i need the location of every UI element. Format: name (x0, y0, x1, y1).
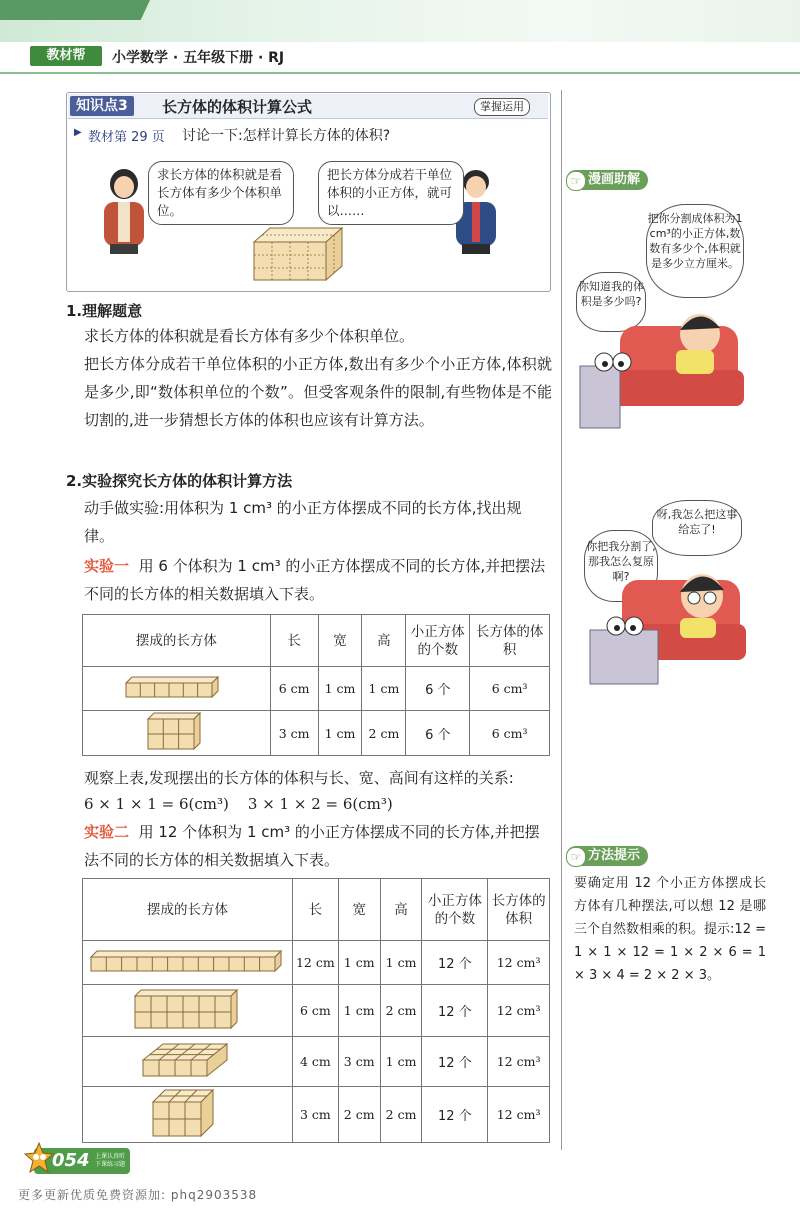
table-row (83, 711, 550, 756)
cell-height: 1 cm (380, 1037, 422, 1087)
table-row (83, 667, 550, 711)
experiment2-label: 实验二 (84, 823, 130, 841)
cell-length: 3 cm (270, 711, 318, 756)
knowledge-point-title: 长方体的体积计算公式 (162, 98, 313, 116)
cuboid-4x3x1-illustration (83, 1037, 293, 1087)
experiment2-description: 用 12 个体积为 1 cm³ 的小正方体摆成不同的长方体,并把摆法不同的长方体的相关数据填入下表。 (84, 823, 540, 869)
header-cuboid: 摆成的长方体 (83, 879, 293, 941)
cell-width: 1 cm (338, 941, 380, 985)
section2-intro: 动手做实验:用体积为 1 cm³ 的小正方体摆成不同的长方体,找出规律。 (84, 499, 522, 545)
hand-pointer-icon: ☞ (566, 847, 586, 867)
comic2-bubble-cube: 你把我分割了,那我怎么复原啊? (584, 530, 658, 602)
cell-cube-count: 12 个 (422, 1037, 488, 1087)
observation-formula: 6 × 1 × 1 = 6(cm³) 3 × 1 × 2 = 6(cm³) (84, 795, 393, 813)
header-cube-count: 小正方体的个数 (422, 879, 488, 941)
cell-volume: 12 cm³ (488, 941, 550, 985)
cell-height: 2 cm (380, 1087, 422, 1143)
header-badge: 教材帮 (30, 46, 102, 66)
section1-paragraph-1: 求长方体的体积就是看长方体有多少个体积单位。 (84, 327, 415, 345)
comic1-bubble-boy: 把你分割成体积为1 cm³的小正方体,数数有多少个,体积就是多少立方厘米。 (646, 204, 744, 298)
speech-bubble-left: 求长方体的体积就是看长方体有多少个体积单位。 (148, 161, 294, 225)
table-row (83, 941, 550, 985)
cuboid-12x1x1-illustration (83, 941, 293, 985)
experiment1-text (84, 552, 550, 608)
cell-height: 1 cm (362, 667, 406, 711)
page-number: 054 (52, 1150, 90, 1171)
triangle-bullet-icon: ▶ (74, 127, 82, 138)
section1-paragraph-2: 把长方体分成若干单位体积的小正方体,数出有多少个小正方体,体积就是多少,即“数体积单位的个数”。但受客观条件的限制,有些物体是不能切割的,进一步猜想长方体的体积也应该有计算方法。 (84, 355, 552, 429)
comic1-illustration (574, 300, 744, 440)
cell-length: 12 cm (292, 941, 338, 985)
cell-cube-count: 12 个 (422, 985, 488, 1037)
experiment2-text (84, 818, 550, 874)
table-header-row (83, 879, 550, 941)
hand-pointer-icon: ☞ (566, 171, 586, 191)
mastery-badge: 掌握运用 (474, 98, 530, 116)
table-row (83, 985, 550, 1037)
book-title: 小学数学 · 五年级下册 · RJ (112, 50, 285, 66)
cell-length: 3 cm (292, 1087, 338, 1143)
footer-tag: 上课认真听 下课练习题 (95, 1153, 126, 1168)
cell-volume: 12 cm³ (488, 1087, 550, 1143)
cell-volume: 12 cm³ (488, 985, 550, 1037)
header-accent (0, 0, 150, 20)
header-width: 宽 (338, 879, 380, 941)
comic2-bubble-boy: 呀,我怎么把这事给忘了! (652, 500, 742, 556)
header-divider (0, 72, 800, 74)
section-heading-experiment: 2.实验探究长方体的体积计算方法 (66, 472, 293, 490)
table-row (83, 1037, 550, 1087)
cuboid-grid-illustration (252, 226, 344, 282)
knowledge-point-tag: 知识点3 (70, 96, 134, 116)
table-row (83, 1087, 550, 1143)
cell-height: 1 cm (380, 941, 422, 985)
header-cube-count: 小正方体的个数 (406, 615, 470, 667)
cell-width: 1 cm (338, 985, 380, 1037)
method-tip-text: 要确定用 12 个小正方体摆成长方体有几种摆法,可以想 12 是哪三个自然数相乘的积。提示:12 = 1 × 1 × 12 = 1 × 2 × 6 = 1 × 3 × 4 = 2 × 2 × 3。 (574, 876, 766, 983)
cuboid-6x1x1-illustration (83, 667, 271, 711)
table-header-row (83, 615, 550, 667)
cell-length: 6 cm (270, 667, 318, 711)
experiment1-description: 用 6 个体积为 1 cm³ 的小正方体摆成不同的长方体,并把摆法不同的长方体的相关数据填入下表。 (84, 557, 546, 603)
header-cuboid: 摆成的长方体 (83, 615, 271, 667)
cell-cube-count: 12 个 (422, 1087, 488, 1143)
footer-note: 更多更新优质免费资源加: phq2903538 (18, 1188, 258, 1202)
cuboid-6x1x2-illustration (83, 985, 293, 1037)
cell-height: 2 cm (380, 985, 422, 1037)
owl-mascot-icon (24, 1142, 54, 1176)
experiment2-table (82, 878, 550, 1143)
header-length: 长 (270, 615, 318, 667)
cell-cube-count: 12 个 (422, 941, 488, 985)
cell-length: 4 cm (292, 1037, 338, 1087)
experiment1-table (82, 614, 550, 756)
method-tip-title: 方法提示 (566, 846, 648, 866)
column-divider (561, 90, 562, 1150)
discussion-question: 讨论一下:怎样计算长方体的体积? (182, 128, 391, 144)
cuboid-3x2x2-illustration (83, 1087, 293, 1143)
header-height: 高 (380, 879, 422, 941)
header-volume: 长方体的体积 (470, 615, 550, 667)
cell-width: 1 cm (318, 667, 362, 711)
girl-student-illustration (96, 166, 152, 256)
cell-cube-count: 6 个 (406, 667, 470, 711)
cell-length: 6 cm (292, 985, 338, 1037)
comic1-bubble-cube: 你知道我的体积是多少吗? (576, 272, 646, 332)
cell-height: 2 cm (362, 711, 406, 756)
header-length: 长 (292, 879, 338, 941)
header-volume: 长方体的体积 (488, 879, 550, 941)
cell-width: 3 cm (338, 1037, 380, 1087)
speech-bubble-right: 把长方体分成若干单位体积的小正方体，就可以…… (318, 161, 464, 225)
cell-volume: 6 cm³ (470, 711, 550, 756)
section-heading-understand: 1.理解题意 (66, 302, 143, 320)
header-width: 宽 (318, 615, 362, 667)
experiment1-label: 实验一 (84, 557, 130, 575)
cell-width: 1 cm (318, 711, 362, 756)
cell-volume: 12 cm³ (488, 1037, 550, 1087)
comic-help-title: 漫画助解 (566, 170, 648, 190)
textbook-reference: 教材第 29 页 (88, 130, 165, 145)
cell-cube-count: 6 个 (406, 711, 470, 756)
cell-volume: 6 cm³ (470, 667, 550, 711)
observation-text: 观察上表,发现摆出的长方体的体积与长、宽、高间有这样的关系: (84, 769, 514, 787)
comic2-illustration (576, 560, 746, 690)
header-height: 高 (362, 615, 406, 667)
cell-width: 2 cm (338, 1087, 380, 1143)
cuboid-3x1x2-illustration (83, 711, 271, 756)
